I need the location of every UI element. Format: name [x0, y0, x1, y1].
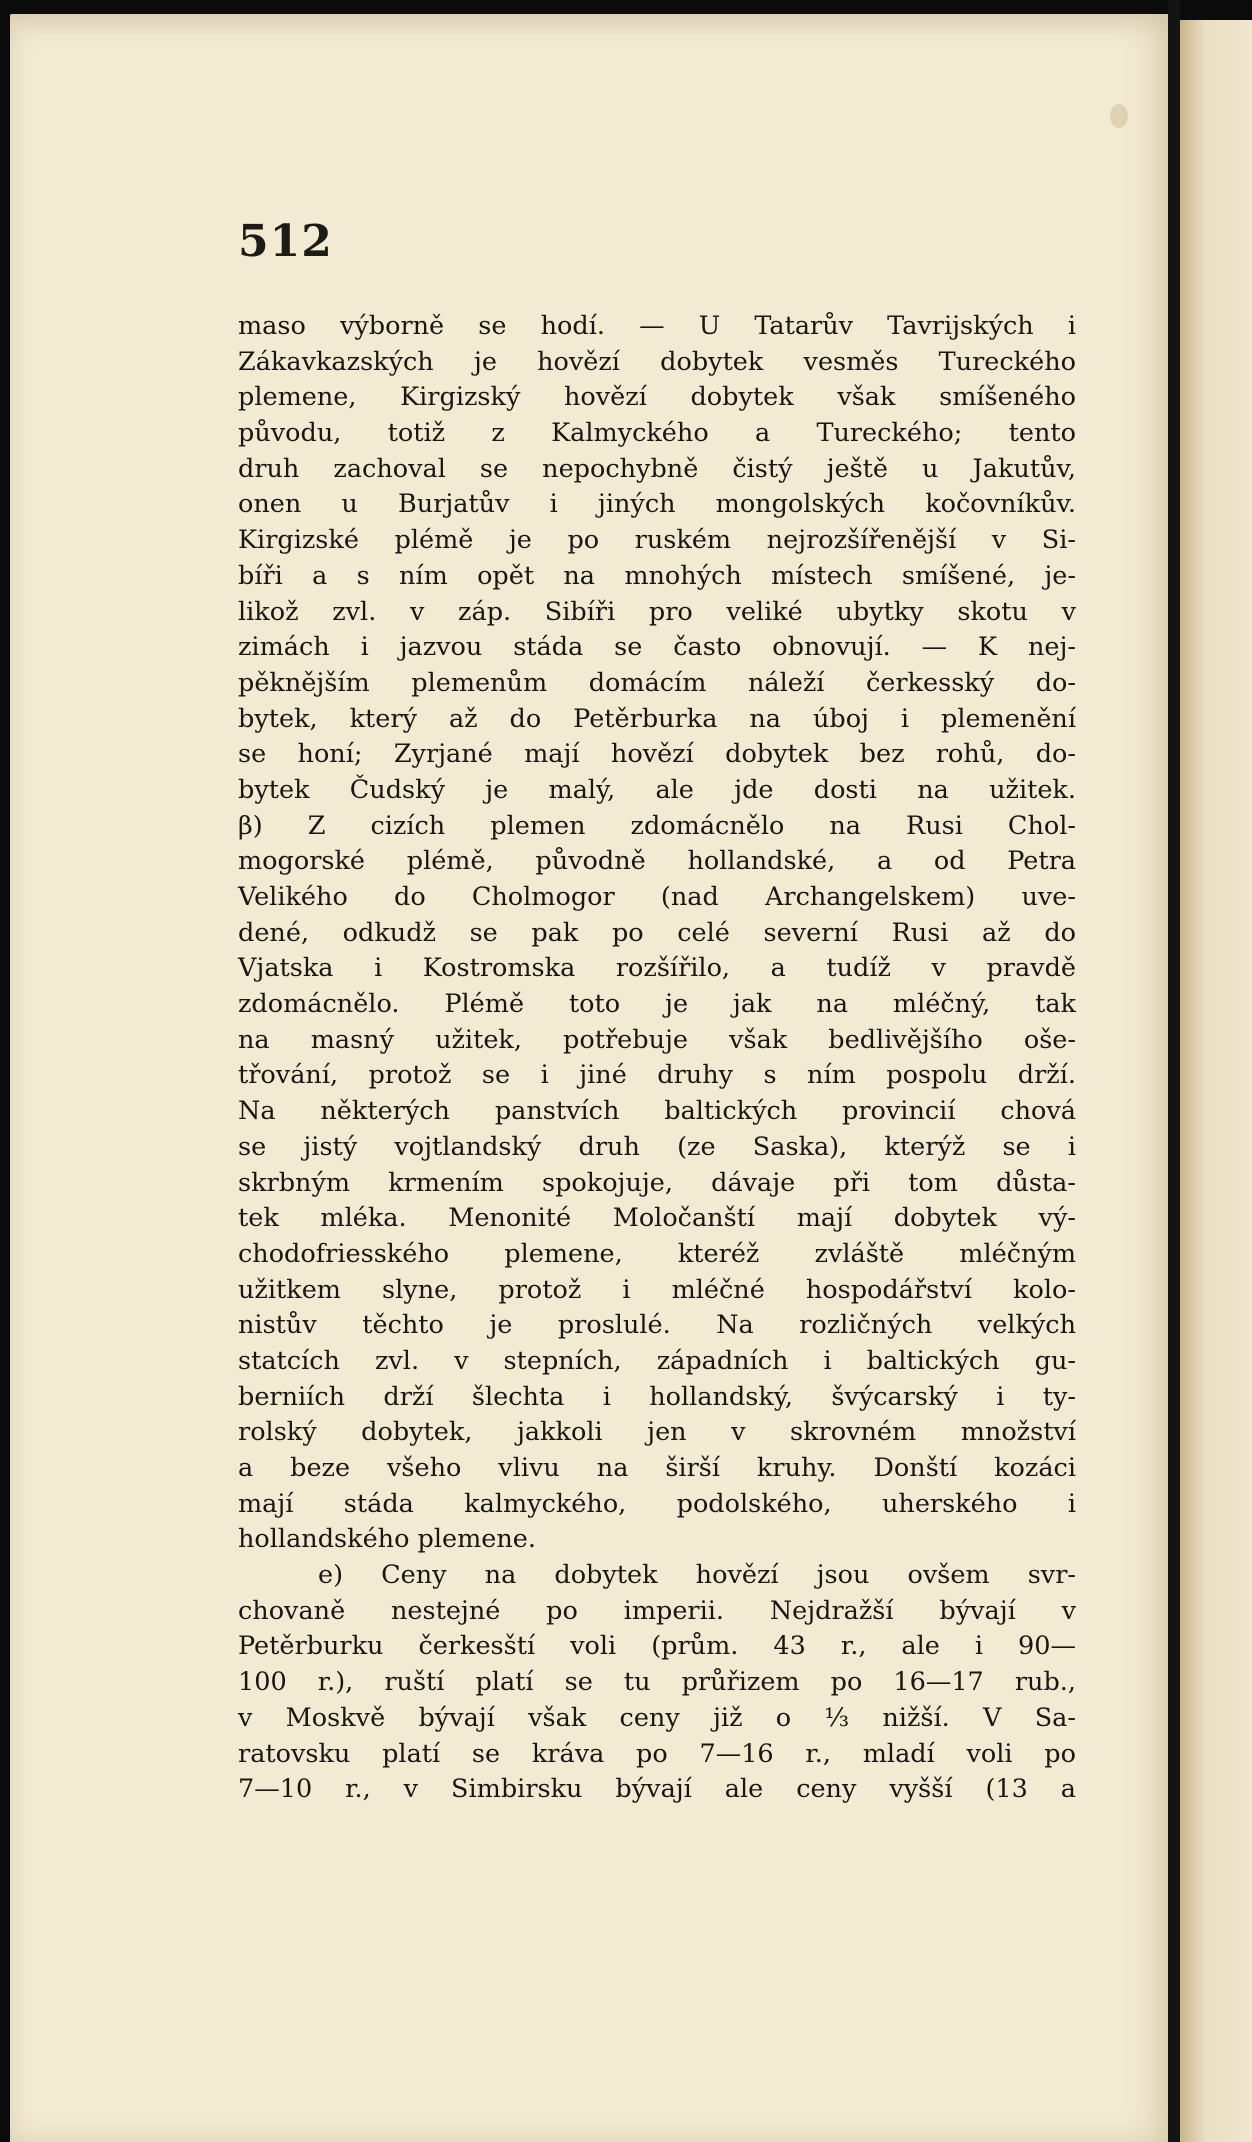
- text-line: pěknějším plemenům domácím náleží čerkesský do-: [238, 667, 1076, 698]
- text-line: bytek, který až do Petěrburka na úboj i plemenění: [238, 703, 1076, 734]
- book-gutter: [1168, 0, 1180, 2142]
- text-line: Na některých panstvích baltických provincií chová: [238, 1096, 1076, 1127]
- paper-stain: [1110, 104, 1128, 128]
- text-line: Velikého do Cholmogor (nad Archangelskem) uve-: [238, 882, 1076, 912]
- body-text: [238, 309, 1076, 1808]
- text-line: bíři a s ním opět na mnohých místech smíšené, je-: [238, 560, 1076, 591]
- text-line: zimách i jazvou stáda se často obnovují. — K nej-: [238, 632, 1076, 663]
- text-line: β) Z cizích plemen zdomácnělo na Rusi Chol-: [238, 810, 1076, 841]
- text-line: na masný užitek, potřebuje však bedlivějšího oše-: [238, 1024, 1076, 1055]
- facing-page-edge: [1180, 20, 1252, 2142]
- text-line: zdomácnělo. Plémě toto je jak na mléčný, tak: [238, 989, 1076, 1020]
- text-line: chodofriesského plemene, kteréž zvláště mléčným: [238, 1238, 1076, 1269]
- text-line: Vjatska i Kostromska rozšířilo, a tudíž v pravdě: [238, 953, 1076, 984]
- page-number: 512: [238, 216, 333, 267]
- text-line: likož zvl. v záp. Sibíři pro veliké ubytky skotu v: [238, 596, 1076, 627]
- text-line: ratovsku platí se kráva po 7—16 r., mladí voli po: [238, 1738, 1076, 1769]
- text-line: 7—10 r., v Simbirsku bývají ale ceny vyšší (13 a: [238, 1774, 1076, 1805]
- text-line: rolský dobytek, jakkoli jen v skrovném množství: [238, 1417, 1076, 1448]
- text-line: bytek Čudský je malý, ale jde dosti na užitek.: [238, 774, 1076, 805]
- text-line: užitkem slyne, protož i mléčné hospodářství kolo-: [238, 1274, 1076, 1305]
- text-line: chovaně nestejné po imperii. Nejdražší bývají v: [238, 1595, 1076, 1626]
- text-line: dené, odkudž se pak po celé severní Rusi až do: [238, 917, 1076, 948]
- text-line: onen u Burjatův i jiných mongolských kočovníkův.: [238, 489, 1076, 520]
- text-line: berniích drží šlechta i hollandský, švýcarský i ty-: [238, 1381, 1076, 1412]
- text-line: mogorské plémě, původně hollandské, a od Petra: [238, 846, 1076, 877]
- text-line: Kirgizské plémě je po ruském nejrozšířenější v Si-: [238, 525, 1076, 556]
- text-line: mají stáda kalmyckého, podolského, uherského i: [238, 1488, 1076, 1519]
- text-line: třování, protož se i jiné druhy s ním pospolu drží.: [238, 1060, 1076, 1091]
- text-line: maso výborně se hodí. — U Tatarův Tavrijských i: [238, 311, 1076, 341]
- text-line: skrbným krmením spokojuje, dávaje při tom důsta-: [238, 1167, 1076, 1198]
- text-line: v Moskvě bývají však ceny již o ⅓ nižší. V Sa-: [238, 1702, 1076, 1733]
- text-line: se jistý vojtlandský druh (ze Saska), kterýž se i: [238, 1131, 1076, 1162]
- text-line: Zákavkazských je hovězí dobytek vesměs Tureckého: [238, 346, 1076, 377]
- text-line: plemene, Kirgizský hovězí dobytek však smíšeného: [238, 382, 1076, 413]
- text-line: druh zachoval se nepochybně čistý ještě u Jakutův,: [238, 453, 1076, 484]
- text-line: se honí; Zyrjané mají hovězí dobytek bez rohů, do-: [238, 739, 1076, 770]
- text-line: nistův těchto je proslulé. Na rozličných velkých: [238, 1310, 1076, 1341]
- text-line: statcích zvl. v stepních, západních i baltických gu-: [238, 1345, 1076, 1376]
- text-line: e) Ceny na dobytek hovězí jsou ovšem svr-: [318, 1560, 1076, 1591]
- text-line: hollandského plemene.: [238, 1524, 537, 1555]
- text-line: a beze všeho vlivu na širší kruhy. Donští kozáci: [238, 1453, 1076, 1483]
- text-line: Petěrburku čerkesští voli (prům. 43 r., ale i 90—: [238, 1631, 1076, 1662]
- text-line: 100 r.), ruští platí se tu průřizem po 16—17 rub.,: [238, 1667, 1076, 1698]
- text-line: tek mléka. Menonité Moločanští mají dobytek vý-: [238, 1203, 1076, 1234]
- text-line: původu, totiž z Kalmyckého a Tureckého; tento: [238, 418, 1076, 449]
